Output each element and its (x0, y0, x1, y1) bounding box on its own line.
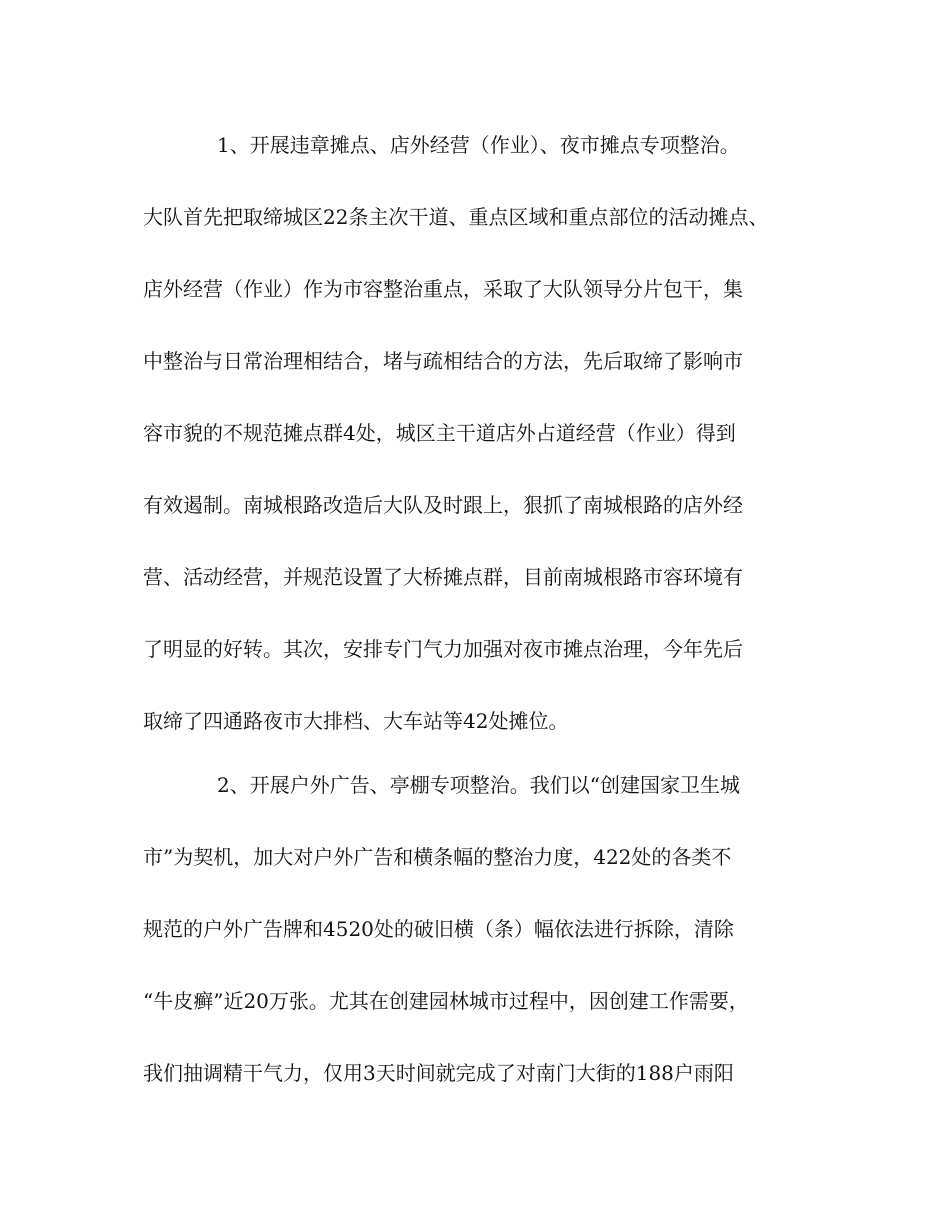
paragraph-2-heading-line: 2、开展户外广告、亭棚专项整治。我们以“创建国家卫生城 (217, 773, 740, 797)
paragraph-2-line: “牛皮癣”近20万张。尤其在创建园林城市过程中，因创建工作需要， (143, 989, 749, 1013)
paragraph-1-line: 中整治与日常治理相结合，堵与疏相结合的方法，先后取缔了影响市 (143, 349, 743, 373)
paragraph-1-line: 容市貌的不规范摊点群4处，城区主干道店外占道经营（作业）得到 (143, 421, 736, 445)
paragraph-1-line: 取缔了四通路夜市大排档、大车站等42处摊位。 (143, 709, 569, 733)
paragraph-1-line: 店外经营（作业）作为市容整治重点，采取了大队领导分片包干，集 (143, 277, 743, 301)
paragraph-2-line: 规范的户外广告牌和4520处的破旧横（条）幅依法进行拆除，清除 (143, 917, 734, 941)
paragraph-2-line: 市”为契机，加大对户外广告和横条幅的整治力度，422处的各类不 (143, 845, 732, 869)
paragraph-1-line: 了明显的好转。其次，安排专门气力加强对夜市摊点治理，今年先后 (143, 637, 743, 661)
paragraph-2-line: 我们抽调精干气力，仅用3天时间就完成了对南门大街的188户雨阳 (143, 1061, 734, 1085)
paragraph-1-line: 营、活动经营，并规范设置了大桥摊点群，目前南城根路市容环境有 (143, 565, 743, 589)
paragraph-1-line: 有效遏制。南城根路改造后大队及时跟上，狠抓了南城根路的店外经 (143, 493, 743, 517)
paragraph-1-heading-line: 1、开展违章摊点、店外经营（作业）、夜市摊点专项整治。 (217, 133, 740, 157)
paragraph-1-line: 大队首先把取缔城区22条主次干道、重点区域和重点部位的活动摊点、 (143, 205, 769, 229)
